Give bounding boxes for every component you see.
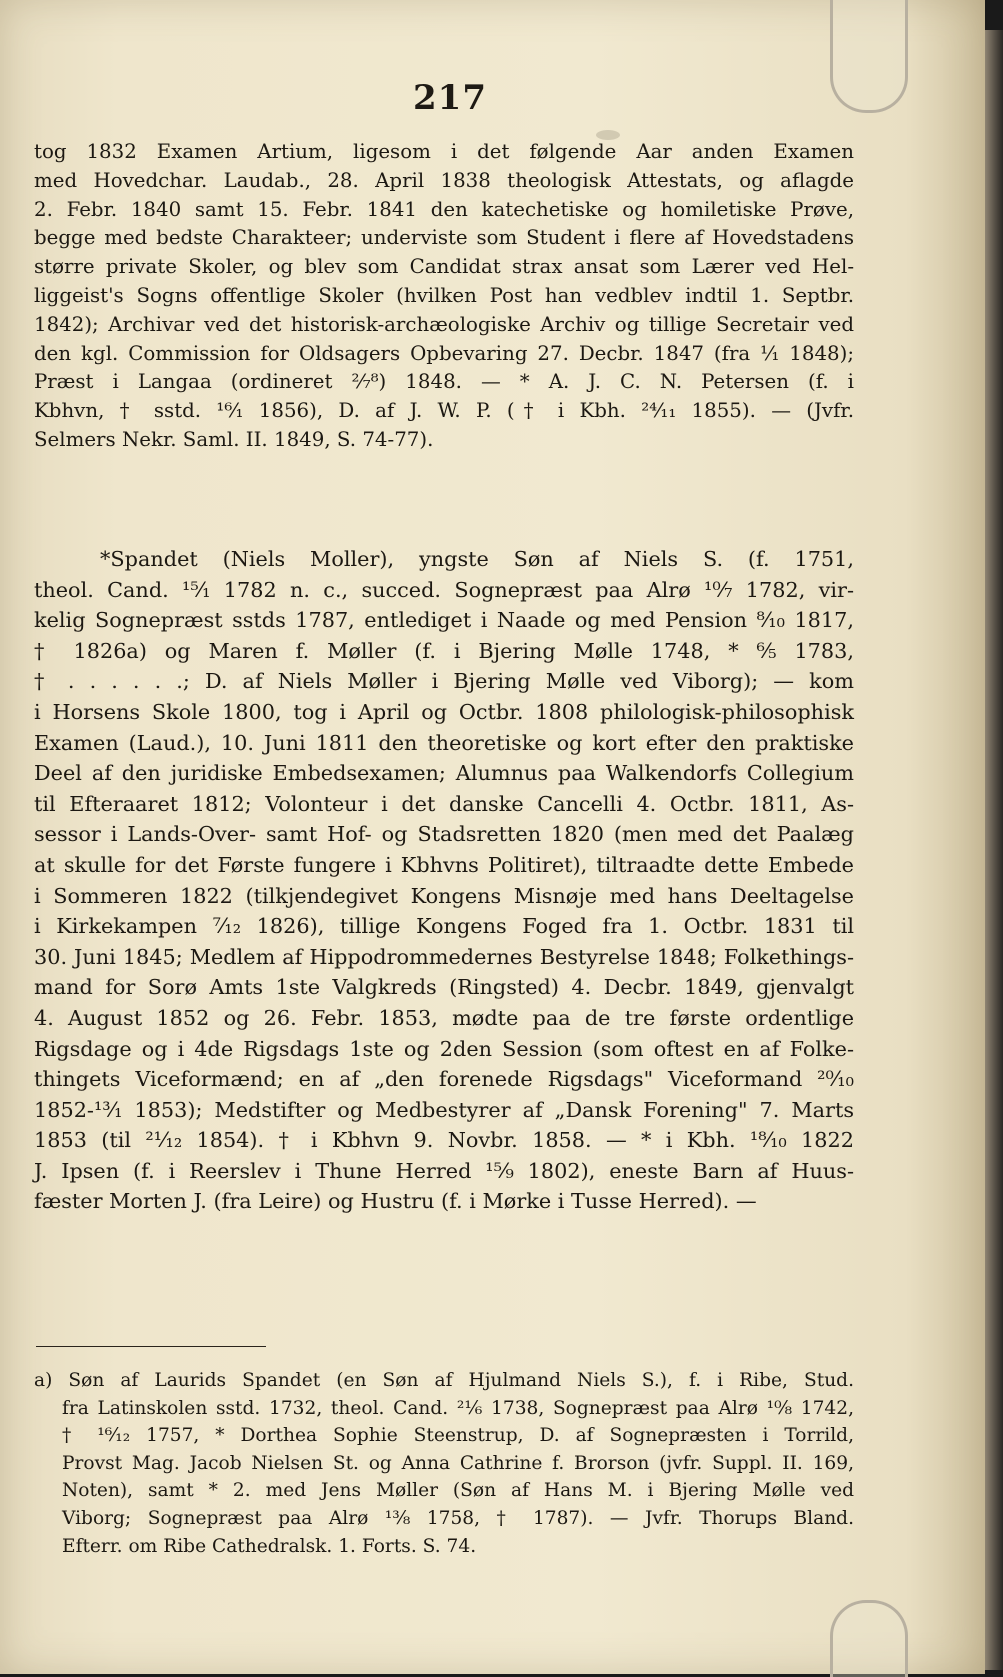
text-line: 4. August 1852 og 26. Febr. 1853, mødte paa de tre første ordentlige (34, 1005, 854, 1030)
footnote (34, 1367, 854, 1560)
text-line: liggeist's Sogns offentlige Skoler (hvilken Post han vedblev indtil 1. Septbr. (34, 283, 854, 307)
text-line: mand for Sorø Amts 1ste Valgkreds (Ringsted) 4. Decbr. 1849, gjenvalgt (34, 975, 854, 1000)
text-line: til Efteraaret 1812; Volonteur i det danske Cancelli 4. Octbr. 1811, As- (34, 791, 854, 816)
text-line: i Sommeren 1822 (tilkjendegivet Kongens Misnøje med hans Deeltagelse (34, 883, 854, 908)
text-line: J. Ipsen (f. i Reerslev i Thune Herred ¹⁵⁄₉ 1802), eneste Barn af Huus- (34, 1158, 854, 1183)
text-line: 1853 (til ²¹⁄₁₂ 1854). † i Kbhvn 9. Novbr. 1858. — * i Kbh. ¹⁸⁄₁₀ 1822 (34, 1128, 854, 1153)
book-page-edge (985, 30, 1003, 1670)
page-clip-top (830, 0, 908, 113)
text-line: Efterr. om Ribe Cathedralsk. 1. Forts. S. 74. (62, 1535, 477, 1557)
text-line: † . . . . . .; D. af Niels Møller i Bjering Mølle ved Viborg); — kom (34, 669, 854, 694)
text-line: tog 1832 Examen Artium, ligesom i det følgende Aar anden Examen (34, 140, 854, 163)
text-line: Kbhvn, † sstd. ¹⁶⁄₁ 1856), D. af J. W. P. († i Kbh. ²⁴⁄₁₁ 1855). — (Jvfr. (34, 399, 854, 423)
text-line: i Kirkekampen ⁷⁄₁₂ 1826), tillige Kongens Foged fra 1. Octbr. 1831 til (34, 914, 854, 939)
paragraph-petersen-entry (34, 138, 854, 455)
text-line: a) Søn af Laurids Spandet (en Søn af Hjulmand Niels S.), f. i Ribe, Stud. (34, 1370, 854, 1391)
text-line: Selmers Nekr. Saml. II. 1849, S. 74-77). (34, 427, 434, 451)
text-line: † 1826a) og Maren f. Møller (f. i Bjering Mølle 1748, * ⁶⁄₅ 1783, (34, 638, 854, 663)
text-line: thingets Viceformænd; en af „den forenede Rigsdags" Viceformand ²⁰⁄₁₀ (34, 1067, 854, 1092)
text-line: Noten), samt * 2. med Jens Møller (Søn af Hans M. i Bjering Mølle ved (62, 1480, 854, 1502)
paragraph-spandet-entry (34, 544, 854, 1217)
text-line: fæster Morten J. (fra Leire) og Hustru (f. i Mørke i Tusse Herred). — (34, 1189, 757, 1214)
text-line: fra Latinskolen sstd. 1732, theol. Cand. ²¹⁄₆ 1738, Sognepræst paa Alrø ¹⁰⁄₈ 1742, (62, 1397, 854, 1419)
page-clip-bottom (830, 1600, 908, 1677)
text-line: Deel af den juridiske Embedsexamen; Alumnus paa Walkendorfs Collegium (34, 761, 854, 786)
text-line: theol. Cand. ¹⁵⁄₁ 1782 n. c., succed. Sognepræst paa Alrø ¹⁰⁄₇ 1782, vir- (34, 577, 854, 602)
text-line: kelig Sognepræst sstds 1787, entlediget i Naade og med Pension ⁸⁄₁₀ 1817, (34, 608, 854, 633)
text-line: den kgl. Commission for Oldsagers Opbevaring 27. Decbr. 1847 (fra ¹⁄₁ 1848); (34, 341, 854, 365)
text-line: 1842); Archivar ved det historisk-archæologiske Archiv og tillige Secretair ved (34, 312, 854, 336)
text-line: med Hovedchar. Laudab., 28. April 1838 theologisk Attestats, og aflagde (34, 168, 854, 192)
text-line: Viborg; Sognepræst paa Alrø ¹³⁄₈ 1758, † 1787). — Jvfr. Thorups Bland. (62, 1507, 854, 1529)
text-line: 2. Febr. 1840 samt 15. Febr. 1841 den katechetiske og homiletiske Prøve, (34, 197, 854, 221)
text-line: *Spandet (Niels Moller), yngste Søn af Niels S. (f. 1751, (100, 547, 854, 571)
text-line: at skulle for det Første fungere i Kbhvns Politiret), tiltraadte dette Embede (34, 852, 854, 877)
page-number: 217 (413, 78, 487, 118)
text-line: 1852-¹³⁄₁ 1853); Medstifter og Medbestyrer af „Dansk Forening" 7. Marts (34, 1097, 854, 1122)
text-line: 30. Juni 1845; Medlem af Hippodrommedernes Bestyrelse 1848; Folkethings- (34, 944, 854, 969)
text-line: Rigsdage og i 4de Rigsdags 1ste og 2den Session (som oftest en af Folke- (34, 1036, 854, 1061)
text-line: Examen (Laud.), 10. Juni 1811 den theoretiske og kort efter den praktiske (34, 730, 854, 755)
text-line: Præst i Langaa (ordineret ²⁄₇⁸) 1848. — * A. J. C. N. Petersen (f. i (34, 370, 854, 394)
text-line: begge med bedste Charakteer; underviste som Student i flere af Hovedstadens (34, 226, 854, 250)
text-line: sessor i Lands-Over- samt Hof- og Stadsretten 1820 (men med det Paalæg (34, 822, 854, 847)
text-line: † ¹⁶⁄₁₂ 1757, * Dorthea Sophie Steenstrup, D. af Sognepræsten i Torrild, (62, 1425, 854, 1447)
footnote-divider (36, 1346, 266, 1347)
text-line: større private Skoler, og blev som Candidat strax ansat som Lærer ved Hel- (34, 255, 854, 279)
text-line: Provst Mag. Jacob Nielsen St. og Anna Cathrine f. Brorson (jvfr. Suppl. II. 169, (62, 1452, 854, 1474)
text-line: i Horsens Skole 1800, tog i April og Octbr. 1808 philologisk-philosophisk (34, 699, 854, 724)
